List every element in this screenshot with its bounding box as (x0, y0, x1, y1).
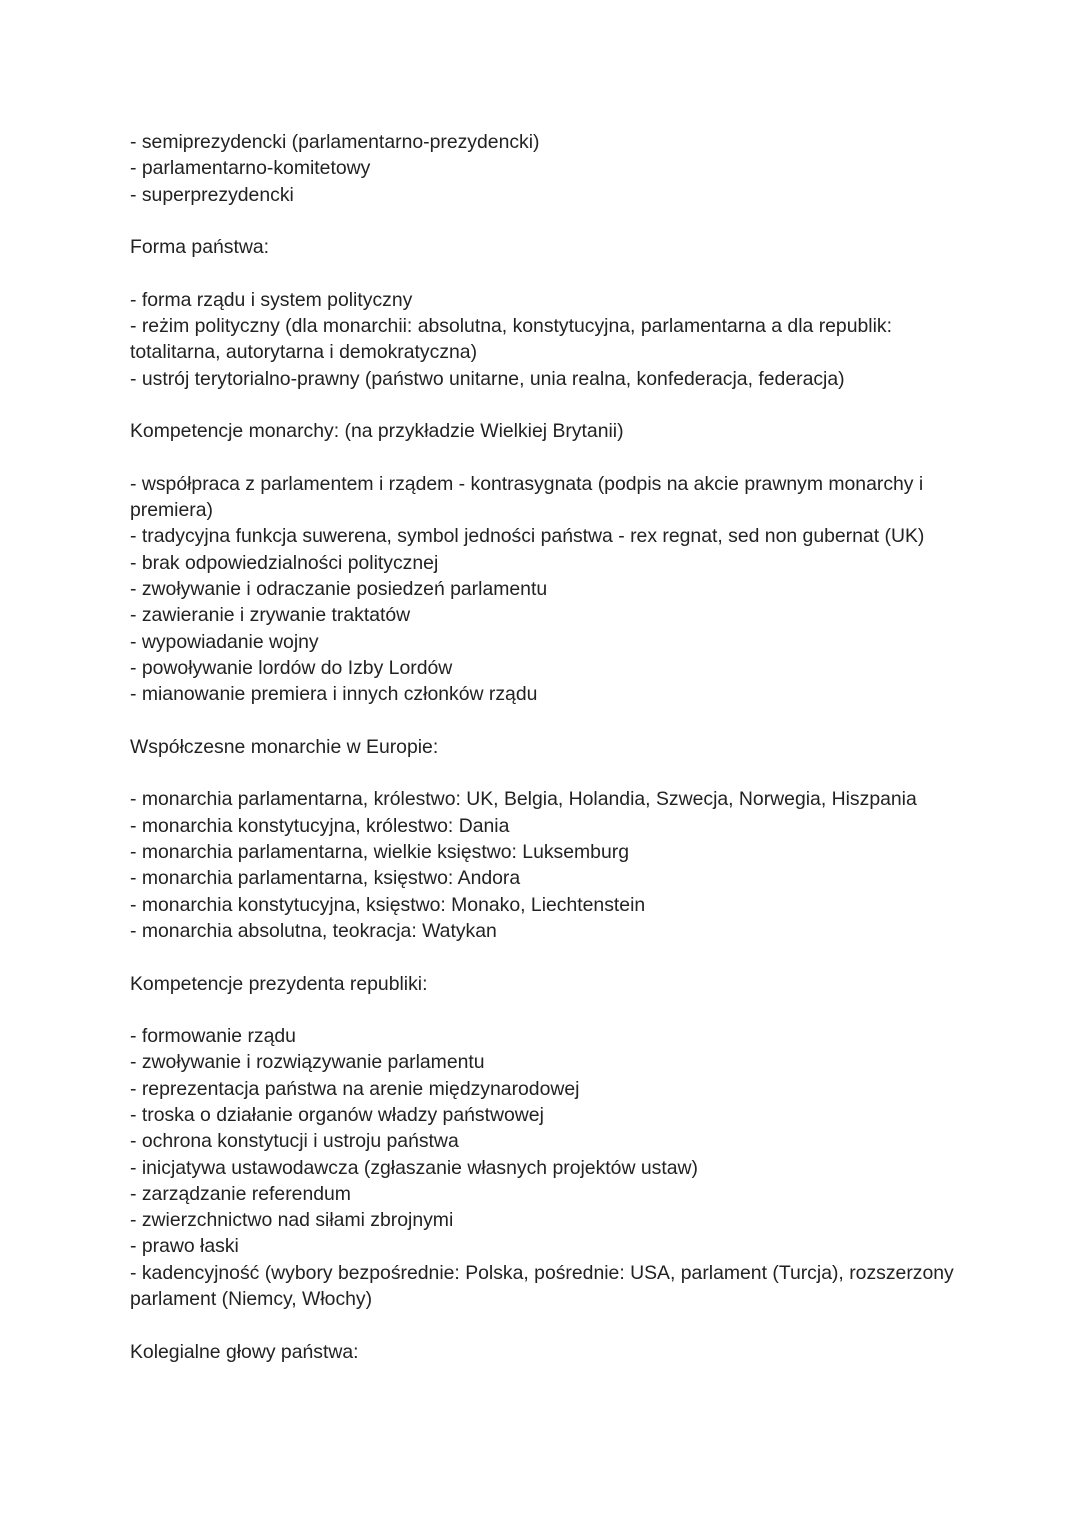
kompetencje-prezydenta-list (130, 1023, 960, 1312)
list-item: - zwierzchnictwo nad siłami zbrojnymi (130, 1209, 454, 1232)
list-item: - mianowanie premiera i innych członków rządu (130, 683, 538, 706)
list-item: - forma rządu i system polityczny (130, 288, 413, 311)
list-item: - formowanie rządu (130, 1025, 296, 1048)
forma-panstwa-list (130, 287, 960, 392)
section-heading-kompetencje-monarchy: Kompetencje monarchy: (na przykładzie Wielkiej Brytanii) (130, 420, 624, 443)
list-item: - zwoływanie i rozwiązywanie parlamentu (130, 1051, 485, 1074)
list-item: - współpraca z parlamentem i rządem - kontrasygnata (podpis na akcie prawnym monarchy i premiera) (130, 472, 924, 522)
list-item: - zawieranie i zrywanie traktatów (130, 604, 411, 627)
section-heading-kolegialne: Kolegialne głowy państwa: (130, 1340, 359, 1363)
list-item: - wypowiadanie wojny (130, 630, 319, 653)
list-item: - inicjatywa ustawodawcza (zgłaszanie własnych projektów ustaw) (130, 1156, 698, 1179)
list-item: - ochrona konstytucji i ustroju państwa (130, 1130, 459, 1153)
list-item: - monarchia absolutna, teokracja: Watykan (130, 919, 497, 942)
list-item: - monarchia parlamentarna, królestwo: UK, Belgia, Holandia, Szwecja, Norwegia, Hiszpania (130, 788, 917, 811)
list-item: - monarchia konstytucyjna, królestwo: Dania (130, 814, 510, 837)
list-item: - powoływanie lordów do Izby Lordów (130, 656, 453, 679)
list-item: - reprezentacja państwa na arenie międzynarodowej (130, 1077, 580, 1100)
list-item: - kadencyjność (wybory bezpośrednie: Polska, pośrednie: USA, parlament (Turcja), rozszerzony parlament (Niemcy, Włochy) (130, 1261, 954, 1311)
list-item: - zwoływanie i odraczanie posiedzeń parlamentu (130, 578, 548, 601)
intro-list (130, 129, 960, 208)
list-item: - superprezydencki (130, 183, 294, 206)
list-item: - zarządzanie referendum (130, 1182, 351, 1205)
kompetencje-monarchy-list (130, 471, 960, 708)
list-item: - troska o działanie organów władzy państwowej (130, 1103, 544, 1126)
section-heading-wspolczesne-monarchie: Współczesne monarchie w Europie: (130, 735, 439, 758)
list-item: - tradycyjna funkcja suwerena, symbol jedności państwa - rex regnat, sed non gubernat (UK) (130, 525, 925, 548)
list-item: - parlamentarno-komitetowy (130, 157, 371, 180)
wspolczesne-monarchie-list (130, 786, 960, 944)
list-item: - prawo łaski (130, 1235, 239, 1258)
list-item: - brak odpowiedzialności politycznej (130, 551, 439, 574)
list-item: - semiprezydencki (parlamentarno-prezydencki) (130, 131, 540, 153)
section-heading-forma-panstwa: Forma państwa: (130, 236, 270, 259)
list-item: - ustrój terytorialno-prawny (państwo unitarne, unia realna, konfederacja, federacja) (130, 367, 845, 390)
list-item: - monarchia konstytucyjna, księstwo: Monako, Liechtenstein (130, 893, 646, 916)
document-page (130, 129, 960, 1365)
section-heading-kompetencje-prezydenta: Kompetencje prezydenta republiki: (130, 972, 428, 995)
list-item: - reżim polityczny (dla monarchii: absolutna, konstytucyjna, parlamentarna a dla republik: totalitarna, autorytarna i demokratyczna) (130, 315, 892, 364)
list-item: - monarchia parlamentarna, księstwo: Andora (130, 867, 521, 890)
list-item: - monarchia parlamentarna, wielkie księstwo: Luksemburg (130, 841, 629, 864)
